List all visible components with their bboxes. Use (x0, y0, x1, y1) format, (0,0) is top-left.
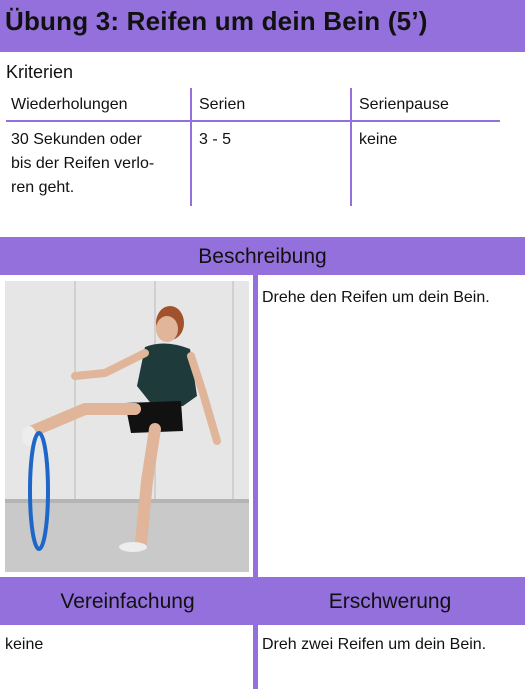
variations-divider (253, 625, 258, 689)
exercise-photo (5, 281, 249, 572)
simplification-heading: Vereinfachung (60, 590, 195, 613)
page-title: Übung 3: Reifen um dein Bein (5’) (5, 6, 428, 36)
cell-repetitions (11, 128, 183, 200)
description-text: Drehe den Reifen um dein Bein. (262, 289, 490, 306)
cell-line: ren geht. (11, 179, 75, 196)
column-header-repetitions: Wiederholungen (11, 96, 128, 113)
description-band (0, 237, 525, 275)
cell-line: bis der Reifen verlo- (11, 155, 155, 172)
harder-text: Dreh zwei Reifen um dein Bein. (262, 636, 487, 653)
header-divider (6, 120, 500, 122)
harder-heading: Erschwerung (328, 590, 452, 613)
exercise-illustration (5, 281, 249, 572)
cell-line: 30 Sekunden oder (11, 131, 142, 148)
variations-band (0, 577, 525, 625)
simplification-text: keine (5, 636, 44, 653)
criteria-heading: Kriterien (6, 62, 74, 82)
column-divider (190, 88, 192, 206)
description-divider (253, 275, 258, 577)
cell-sets: 3 - 5 (199, 131, 232, 148)
column-header-sets: Serien (199, 96, 246, 113)
description-heading: Beschreibung (198, 245, 327, 268)
cell-set-rest: keine (359, 131, 398, 148)
criteria-table (6, 88, 500, 206)
column-header-set-rest: Serienpause (359, 96, 449, 113)
column-divider (350, 88, 352, 206)
title-bar (0, 0, 525, 52)
